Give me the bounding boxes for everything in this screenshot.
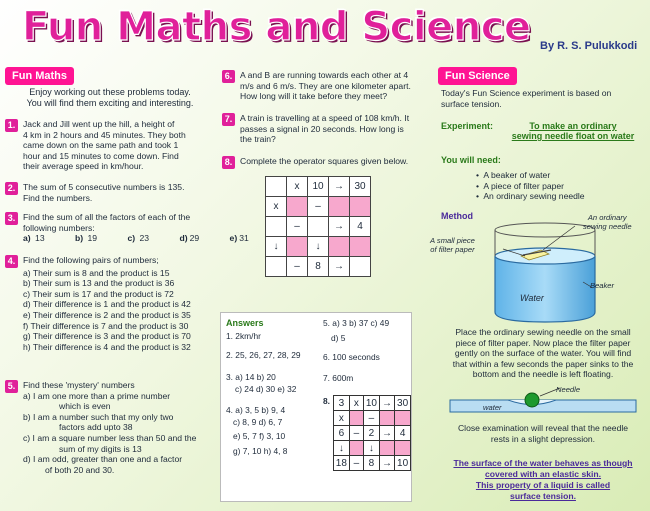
question-1	[5, 119, 217, 172]
material-text: An ordinary sewing needle	[483, 191, 585, 202]
answer-grid-cell	[395, 411, 411, 426]
q-line: passes a signal in 20 seconds. How long is	[240, 123, 404, 134]
q4-item: f) Their difference is 7 and the product is 30	[23, 320, 189, 331]
q-line: following numbers:	[23, 222, 95, 233]
grid-cell: →	[329, 177, 350, 197]
question-number: 4.	[5, 255, 18, 268]
answer-grid-cell: ↓	[334, 441, 350, 456]
answer-7: 7. 600m	[323, 373, 354, 383]
grid-cell[interactable]	[350, 257, 371, 277]
beaker-water	[495, 256, 595, 322]
answer-grid-cell	[349, 411, 363, 426]
grid-cell-blank	[329, 197, 350, 217]
intro-line: surface tension.	[441, 98, 502, 109]
material-item: • An ordinary sewing needle	[476, 191, 585, 202]
method-line: bottom and the needle is left floating.	[472, 369, 614, 380]
material-text: A beaker of water	[483, 170, 551, 180]
question-8	[222, 156, 432, 167]
question-number: 5.	[5, 380, 18, 393]
experiment-title-line: sewing needle float on water	[511, 131, 635, 141]
science-intro	[441, 88, 641, 109]
q-line: Find the numbers.	[23, 192, 93, 203]
method-line: Place the ordinary sewing needle on the small	[455, 327, 631, 337]
q-line: came down on the same path and took 1	[23, 140, 179, 151]
answer-grid-cell	[379, 411, 394, 426]
water-label: Water	[520, 293, 544, 303]
q5-line: d) I am odd, greater than one and a factor	[23, 454, 183, 465]
q5-line: factors add upto 38	[59, 422, 133, 433]
method-text	[438, 327, 648, 380]
answer-grid-cell: –	[349, 426, 363, 441]
q-line: hour and 15 minutes to come down. Find	[23, 150, 179, 161]
grid-cell: x	[266, 197, 287, 217]
answer-grid-cell	[379, 441, 394, 456]
question-number: 2.	[5, 182, 18, 195]
answer-grid-cell: 10	[364, 396, 380, 411]
answer-grid-cell: 10	[395, 456, 411, 471]
grid-cell: 8	[308, 257, 329, 277]
question-number: 8.	[222, 156, 235, 169]
grid-cell[interactable]	[266, 257, 287, 277]
method-label: Method	[441, 211, 473, 221]
answer-grid-cell: 2	[364, 426, 380, 441]
conclusion-line: This property of a liquid is called	[475, 480, 611, 490]
answer-8-label: 8.	[323, 396, 330, 406]
answer-4-line: e) 5, 7 f) 3, 10	[233, 431, 286, 441]
question-number: 3.	[5, 212, 18, 225]
material-item: • A piece of filter paper	[476, 180, 565, 191]
q-line: Jack and Jill went up the hill, a height of	[23, 119, 175, 129]
conclusion-line: covered with an elastic skin.	[484, 469, 602, 479]
option-letter: a)	[23, 233, 31, 244]
filter-paper-callout	[430, 236, 475, 254]
answers-title: Answers	[226, 318, 264, 328]
q-line: m/s and 6 m/s. They are one kilometer apart.	[240, 80, 411, 91]
answer-4-line: g) 7, 10 h) 4, 8	[233, 446, 288, 456]
q4-item: a) Their sum is 8 and the product is 15	[23, 267, 170, 278]
option-value: 23	[139, 233, 150, 244]
you-will-need-label: You will need:	[441, 155, 501, 165]
option-value: 29	[189, 233, 200, 244]
method-line: that within a few seconds the paper sinks to the	[452, 358, 634, 369]
material-item: • A beaker of water	[476, 170, 551, 180]
grid-cell: x	[287, 177, 308, 197]
answer-5-line: 5. a) 3 b) 37 c) 49	[323, 318, 390, 328]
q-line: How long will it take before they meet?	[240, 91, 388, 102]
experiment-title	[504, 121, 642, 141]
q-line: 4 km in 2 hours and 45 minutes. They both	[23, 129, 186, 140]
answer-4-line: c) 8, 9 d) 6, 7	[233, 417, 283, 427]
answer-grid-cell: 30	[395, 396, 411, 411]
q5-line: b) I am a number such that my only two	[23, 411, 174, 422]
q4-item: g) Their difference is 3 and the product is 70	[23, 331, 191, 342]
q4-item: e) Their difference is 2 and the product is 35	[23, 309, 191, 320]
question-6	[222, 70, 432, 102]
answer-grid-cell: →	[379, 396, 394, 411]
conclusion-text	[438, 458, 648, 502]
page-title: Fun Maths and Science	[22, 4, 531, 50]
callout-line: A small piece	[430, 236, 475, 245]
water-small-label: water	[483, 403, 502, 412]
method-line: gently on the surface of the water. You will find	[454, 348, 632, 359]
grid-cell: –	[287, 217, 308, 237]
callout-line: sewing needle	[583, 222, 632, 231]
q-line: Find the sum of all the factors of each of the	[23, 212, 191, 222]
grid-cell: ↓	[308, 237, 329, 257]
grid-cell-blank	[329, 237, 350, 257]
q5-line: which is even	[59, 401, 111, 412]
answer-4-line: 4. a) 3, 5 b) 9, 4	[226, 405, 286, 415]
option-letter: c)	[127, 233, 136, 244]
q-line: Find the following pairs of numbers;	[23, 255, 159, 265]
q4-item: c) Their sum is 17 and the product is 72	[23, 288, 174, 299]
author-byline: By R. S. Pulukkodi	[540, 40, 638, 52]
method-line: piece of filter paper. Now place the filter paper	[455, 337, 631, 348]
answer-2: 2. 25, 26, 27, 28, 29	[226, 350, 301, 360]
needle-callout	[583, 213, 632, 231]
examination-line: Close examination will reveal that the needle	[457, 423, 629, 433]
q-line: The sum of 5 consecutive numbers is 135.	[23, 182, 185, 192]
q-line: their average speed in km/hour.	[23, 161, 144, 172]
grid-cell: –	[308, 197, 329, 217]
answer-grid-cell: 4	[395, 426, 411, 441]
conclusion-line: surface tension.	[510, 491, 576, 501]
answer-5-line: d) 5	[331, 333, 346, 343]
needle-small-label: Needle	[556, 385, 581, 394]
intro-line: You will find them exciting and interesting.	[26, 98, 194, 108]
grid-cell: →	[329, 217, 350, 237]
answer-grid-cell: 18	[334, 456, 350, 471]
answer-grid-cell: ↓	[364, 441, 380, 456]
option-letter: e)	[229, 233, 238, 244]
answer-grid-cell: x	[334, 411, 350, 426]
needle-depression-diagram	[448, 384, 640, 414]
grid-cell-blank	[287, 197, 308, 217]
answer-grid-cell: x	[349, 396, 363, 411]
q5-line: of both 20 and 30.	[45, 464, 115, 475]
q4-item: h) Their difference is 4 and the product is 32	[23, 341, 191, 352]
examination-line: rests in a slight depression.	[490, 433, 596, 444]
question-5	[5, 380, 217, 475]
beaker-rim	[495, 223, 595, 237]
operator-grid	[265, 176, 371, 277]
grid-cell: 30	[350, 177, 371, 197]
examination-text	[438, 423, 648, 444]
answer-1: 1. 2km/hr	[226, 331, 261, 341]
question-4	[5, 255, 217, 352]
question-number: 7.	[222, 113, 235, 126]
grid-cell[interactable]	[266, 177, 287, 197]
answer-grid-cell: –	[364, 411, 380, 426]
callout-line: of filter paper	[430, 245, 475, 254]
q-line: Find these 'mystery' numbers	[23, 380, 135, 390]
q5-line: sum of my digits is 13	[59, 443, 142, 454]
question-number: 6.	[222, 70, 235, 83]
material-text: A piece of filter paper	[483, 180, 565, 191]
intro-line: Today's Fun Science experiment is based on	[441, 88, 612, 98]
experiment-label: Experiment:	[441, 121, 494, 131]
q5-line: c) I am a square number less than 50 and the	[23, 432, 197, 443]
fun-science-badge: Fun Science	[438, 67, 517, 85]
q4-item: b) Their sum is 13 and the product is 36	[23, 278, 175, 289]
answer-grid-cell: →	[379, 456, 394, 471]
water-surface	[495, 248, 595, 264]
answer-grid-cell	[395, 441, 411, 456]
grid-cell: 10	[308, 177, 329, 197]
option-value: 31	[239, 233, 249, 244]
grid-cell-blank	[287, 237, 308, 257]
q-line: the train?	[240, 134, 276, 145]
grid-cell: –	[287, 257, 308, 277]
question-number: 1.	[5, 119, 18, 132]
fun-maths-badge: Fun Maths	[5, 67, 74, 85]
conclusion-line: The surface of the water behaves as though	[453, 458, 633, 468]
grid-cell: ↓	[266, 237, 287, 257]
answer-3-line: 3. a) 14 b) 20	[226, 372, 276, 382]
grid-cell: 4	[350, 217, 371, 237]
answer-grid	[333, 395, 411, 471]
option-letter: b)	[75, 233, 84, 244]
option-value: 13	[35, 233, 45, 244]
question-7	[222, 113, 432, 145]
experiment-title-line: To make an ordinary	[529, 121, 617, 131]
answer-6: 6. 100 seconds	[323, 352, 380, 362]
materials-list	[476, 170, 585, 202]
q-line: Complete the operator squares given below.	[240, 156, 409, 166]
grid-cell-blank	[350, 237, 371, 257]
beaker-label: Beaker	[590, 281, 615, 290]
option-letter: d)	[179, 233, 188, 244]
answer-grid-cell: 3	[334, 396, 350, 411]
grid-cell: →	[329, 257, 350, 277]
grid-cell[interactable]	[266, 217, 287, 237]
option-value: 19	[87, 233, 98, 244]
answer-grid-cell: –	[349, 456, 363, 471]
question-2	[5, 182, 217, 203]
q3-options	[23, 233, 249, 244]
grid-cell-blank	[350, 197, 371, 217]
answer-grid-cell: 8	[364, 456, 380, 471]
grid-cell[interactable]	[308, 217, 329, 237]
maths-intro	[5, 87, 215, 109]
needle-cross-section	[525, 393, 539, 407]
q4-item: d) Their difference is 1 and the product is 42	[23, 299, 191, 310]
answer-grid-cell: 6	[334, 426, 350, 441]
question-3	[5, 212, 249, 244]
callout-line: An ordinary	[587, 213, 627, 222]
answer-3-line: c) 24 d) 30 e) 32	[235, 384, 297, 394]
q-line: A and B are running towards each other at 4	[240, 70, 409, 80]
q-line: A train is travelling at a speed of 108 km/h. It	[240, 113, 410, 123]
intro-line: Enjoy working out these problems today.	[29, 87, 191, 97]
answer-grid-cell: →	[379, 426, 394, 441]
answer-grid-cell	[349, 441, 363, 456]
answers-box	[220, 312, 412, 502]
q5-line: a) I am one more than a prime number	[23, 390, 171, 401]
